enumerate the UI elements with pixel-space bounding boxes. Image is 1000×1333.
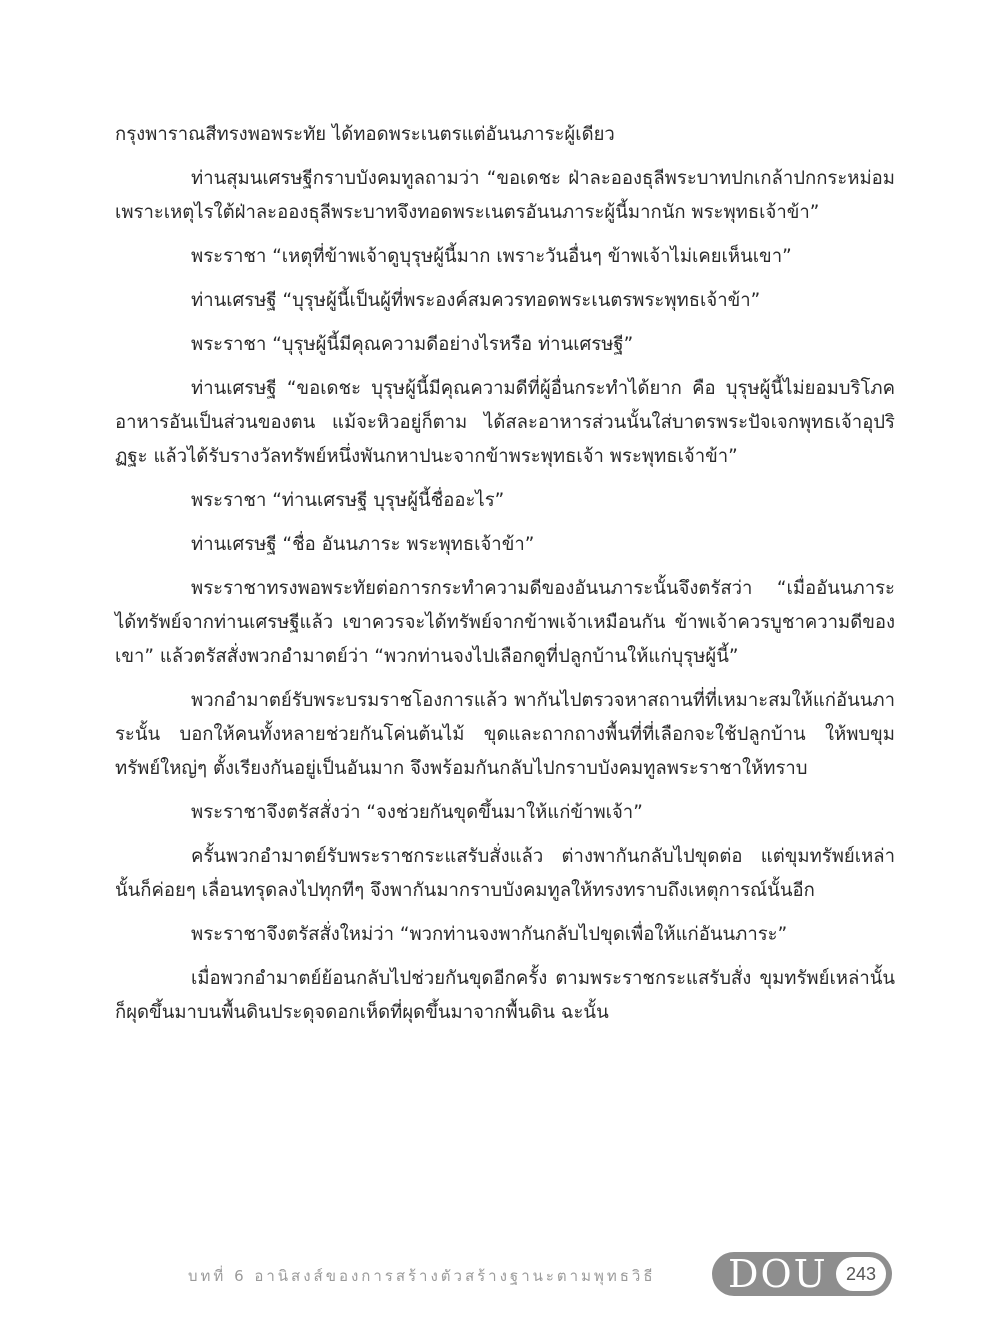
paragraph-10: พวกอำมาตย์รับพระบรมราชโองการแล้ว พากันไปตรวจหาสถานที่ที่เหมาะสมให้แก่อันนภาระนั้น บอกให้คนทั้งหลายช่วยกันโค่นต้นไม้ ขุดและถากถางพื้นที่ที่เลือกจะใช้ปลูกบ้าน ให้พบขุมทรัพย์ใหญ่ๆ ตั้งเรียงกันอยู่เป็นอันมาก จึงพร้อมกันกลับไปกราบบังคมทูลพระราชาให้ทราบ [115, 690, 895, 779]
paragraph-7: พระราชา “ท่านเศรษฐี บุรุษผู้นี้ชื่ออะไร” [191, 490, 505, 511]
chapter-caption: บทที่ 6 อานิสงส์ของการสร้างตัวสร้างฐานะตามพุทธวิธี [188, 1267, 656, 1285]
paragraph-9: พระราชาทรงพอพระทัยต่อการกระทำความดีของอันนภาระนั้นจึงตรัสว่า “เมื่ออันนภาระได้ทรัพย์จากท่านเศรษฐีแล้ว เขาควรจะได้ทรัพย์จากข้าพเจ้าเหมือนกัน ข้าพเจ้าควรบูชาความดีของเขา” แล้วตรัสสั่งพวกอำมาตย์ว่า “พวกท่านจงไปเลือกดูที่ปลูกบ้านให้แก่บุรุษผู้นี้” [115, 578, 895, 667]
paragraph-11: พระราชาจึงตรัสสั่งว่า “จงช่วยกันขุดขึ้นมาให้แก่ข้าพเจ้า” [191, 802, 643, 823]
paragraph-4: ท่านเศรษฐี “บุรุษผู้นี้เป็นผู้ที่พระองค์สมควรทอดพระเนตรพระพุทธเจ้าข้า” [191, 290, 761, 311]
paragraph-3: พระราชา “เหตุที่ข้าพเจ้าดูบุรุษผู้นี้มาก เพราะวันอื่นๆ ข้าพเจ้าไม่เคยเห็นเขา” [191, 246, 792, 267]
paragraph-2: ท่านสุมนเศรษฐีกราบบังคมทูลถามว่า “ขอเดชะ ฝ่าละอองธุลีพระบาทปกเกล้าปกกระหม่อม เพราะเหตุไรใต้ฝ่าละอองธุลีพระบาทจึงทอดพระเนตรอันนภาระผู้นี้มากนัก พระพุทธเจ้าข้า” [115, 168, 895, 223]
brand-logo: DOU [728, 1252, 828, 1296]
page-badge [712, 1252, 892, 1296]
page-footer [0, 1250, 1000, 1298]
paragraph-12: ครั้นพวกอำมาตย์รับพระราชกระแสรับสั่งแล้ว ต่างพากันกลับไปขุดต่อ แต่ขุมทรัพย์เหล่านั้นก็ค่อยๆ เลื่อนทรุดลงไปทุกทีๆ จึงพากันมากราบบังคมทูลให้ทรงทราบถึงเหตุการณ์นั้นอีก [115, 846, 895, 901]
page-number: 243 [836, 1257, 886, 1291]
paragraph-6: ท่านเศรษฐี “ขอเดชะ บุรุษผู้นี้มีคุณความดีที่ผู้อื่นกระทำได้ยาก คือ บุรุษผู้นี้ไม่ยอมบริโภคอาหารอันเป็นส่วนของตน แม้จะหิวอยู่ก็ตาม ได้สละอาหารส่วนนั้นใส่บาตรพระปัจเจกพุทธเจ้าอุปริฏฐะ แล้วได้รับรางวัลทรัพย์หนึ่งพันกหาปนะจากข้าพระพุทธเจ้า พระพุทธเจ้าข้า” [115, 378, 895, 467]
paragraph-14: เมื่อพวกอำมาตย์ย้อนกลับไปช่วยกันขุดอีกครั้ง ตามพระราชกระแสรับสั่ง ขุมทรัพย์เหล่านั้น ก็ผุดขึ้นมาบนพื้นดินประดุจดอกเห็ดที่ผุดขึ้นมาจากพื้นดิน ฉะนั้น [115, 968, 895, 1023]
paragraph-1: กรุงพาราณสีทรงพอพระทัย ได้ทอดพระเนตรแต่อันนภาระผู้เดียว [115, 124, 615, 145]
page-body-text [115, 118, 895, 1040]
paragraph-13: พระราชาจึงตรัสสั่งใหม่ว่า “พวกท่านจงพากันกลับไปขุดเพื่อให้แก่อันนภาระ” [191, 924, 788, 945]
paragraph-8: ท่านเศรษฐี “ชื่อ อันนภาระ พระพุทธเจ้าข้า” [191, 534, 535, 555]
paragraph-5: พระราชา “บุรุษผู้นี้มีคุณความดีอย่างไรหรือ ท่านเศรษฐี” [191, 334, 634, 355]
